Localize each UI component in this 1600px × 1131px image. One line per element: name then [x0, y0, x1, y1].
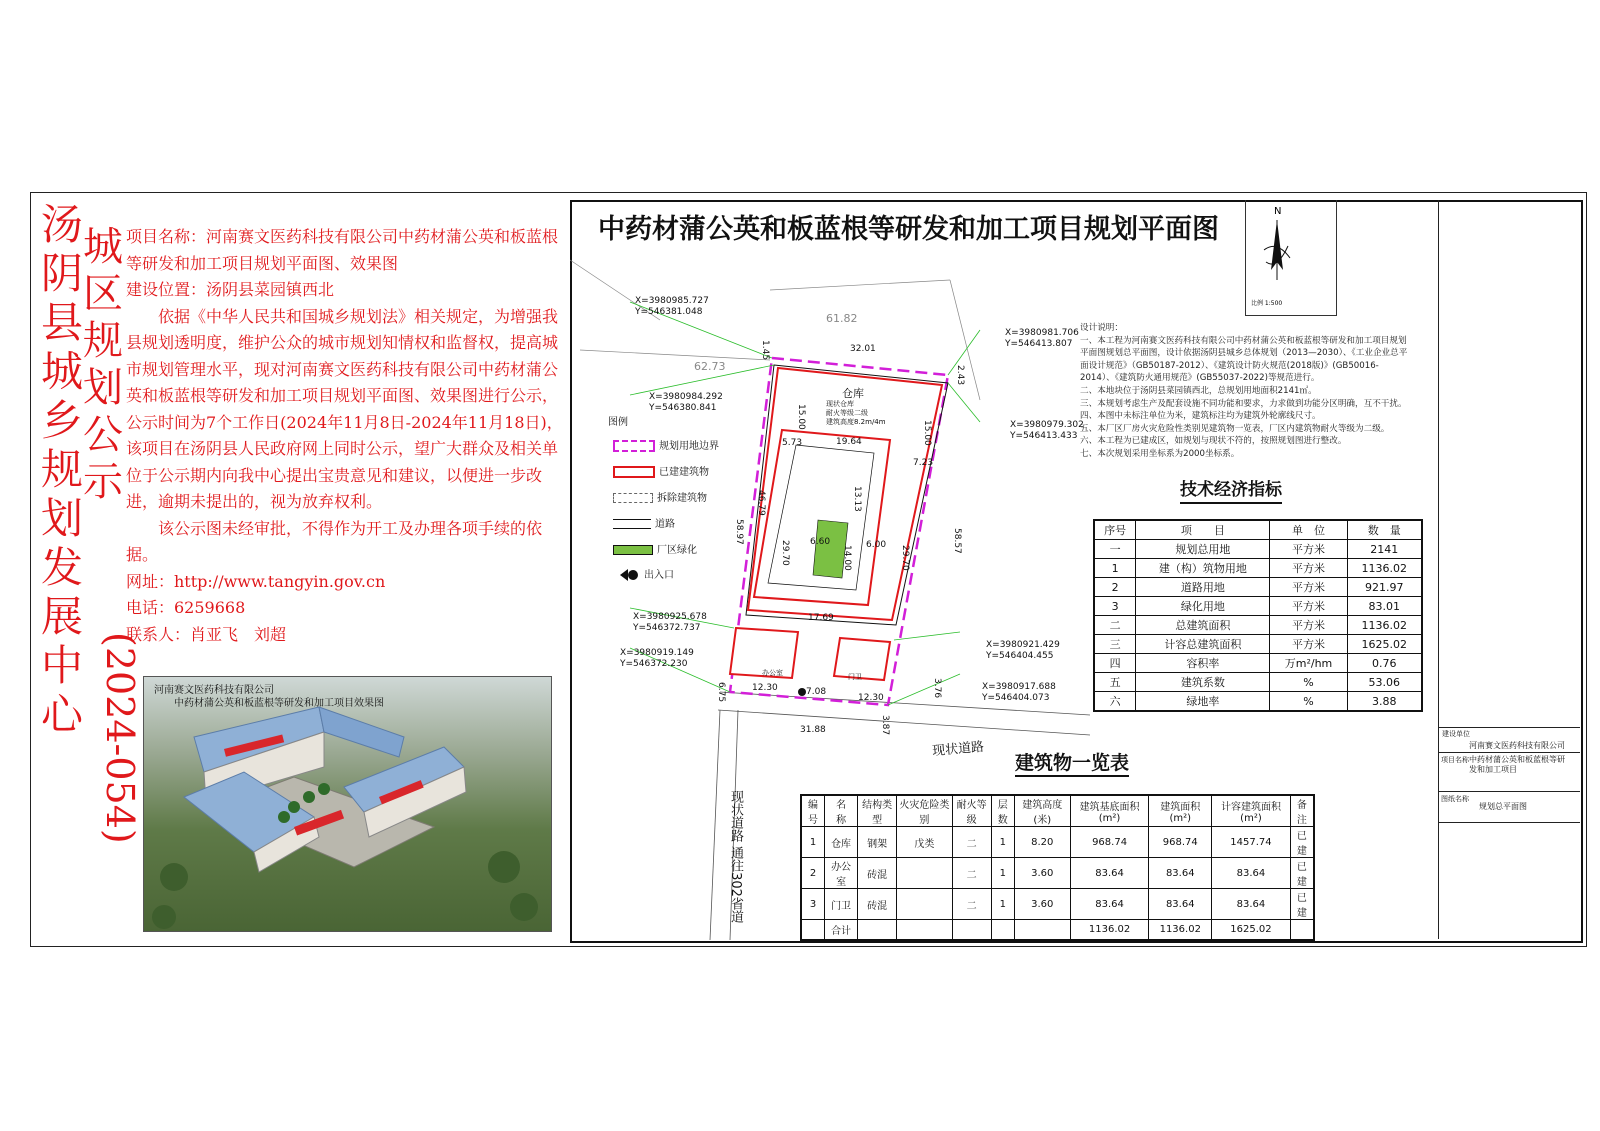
rendering-image: [143, 676, 552, 932]
table-cell: 平方米: [1270, 540, 1347, 559]
table-header-row: [1094, 520, 1422, 540]
table-cell: 1136.02: [1149, 920, 1212, 941]
table-cell: 83.64: [1212, 858, 1291, 889]
north-arrow-box: [1245, 200, 1337, 316]
website[interactable]: 网址：http://www.tangyin.gov.cn: [126, 571, 386, 591]
title-char: 发: [40, 543, 83, 592]
building-table-title: 建筑物一览表: [1015, 748, 1129, 777]
notice-paragraph: 依据《中华人民共和国城乡规划法》相关规定，为增强我县规划透明度，维护公众的城市规划知情权和监督权，提高城市规划管理水平，现对河南赛文医药科技有限公司中药材蒲公英和板蓝根等研发和加工项目规划平面图、效果图进行公示，公示时间为7个工作日(2024年11月8日-2024年11月18日)，该项目在汤阴县人民政府网上同时公示，望广大群众及相关单位于公示期内向我中心提出宝贵意见和建议，以便进一步改进，逾期未提出的，视为放弃权利。: [126, 306, 563, 511]
table-cell: 已建: [1290, 858, 1314, 889]
table-cell: 平方米: [1270, 597, 1347, 616]
building-list-table: [800, 794, 1315, 941]
table-cell: 83.64: [1149, 858, 1212, 889]
table-cell: 规划总用地: [1136, 540, 1270, 559]
coord-x: X=3980979.302: [1010, 420, 1084, 430]
dim-inner-width: 19.64: [836, 437, 862, 447]
dim-office-width: 12.30: [752, 683, 778, 693]
note-item: 一、本工程为河南赛文医药科技有限公司中药材蒲公英和板蓝根等研发和加工项目规划平面图规划总平面图，设计依据汤阴县城乡总体规划（2013—2030）、《工业企业总平面设计规范》（GB50187-2012）、《建筑设计防火规范(2018版)》(GB50016-2014）、《建筑防火通用规范》(GB55037-2022)等规范进行。: [1080, 335, 1408, 384]
table-cell: 一: [1094, 540, 1136, 559]
tech-table-title: 技术经济指标: [1180, 475, 1282, 504]
subtitle-char: 示: [83, 459, 123, 505]
title-char: 县: [40, 298, 83, 347]
table-cell: [897, 889, 952, 920]
table-cell: 容积率: [1136, 654, 1270, 673]
titleblock-unit-value: 河南赛文医药科技有限公司: [1469, 741, 1565, 750]
column-header: 单 位: [1270, 520, 1347, 540]
dim-top-left: 15.00: [796, 404, 806, 430]
dim-entrance: 7.08: [806, 687, 827, 697]
table-cell: 83.64: [1212, 889, 1291, 920]
legend-item-demolish: [613, 489, 707, 504]
demolish-swatch-icon: [613, 493, 653, 503]
dim-bottom: 31.88: [800, 725, 826, 735]
dim-gate-width: 12.30: [858, 693, 884, 703]
table-cell: 0.76: [1347, 654, 1422, 673]
table-cell: 8.20: [1014, 827, 1070, 858]
legend-item-boundary: [613, 437, 719, 452]
column-header: 序号: [1094, 520, 1136, 540]
gate-label: 门卫: [848, 673, 862, 681]
table-cell: 三: [1094, 635, 1136, 654]
coord-x: X=3980984.292: [649, 392, 723, 402]
legend-title: 图例: [608, 417, 628, 428]
dim-court: 17.69: [808, 613, 834, 623]
titleblock-unit: [1439, 727, 1580, 752]
contact: 联系人：肖亚飞 刘超: [126, 624, 287, 644]
road-label-vertical: 现状道路 通往302省道: [728, 790, 743, 923]
coord-x: X=3980981.706: [1005, 328, 1079, 338]
column-header: 数 量: [1347, 520, 1422, 540]
table-cell: [1014, 920, 1070, 941]
table-cell: 二: [1094, 616, 1136, 635]
table-cell: 1136.02: [1347, 559, 1422, 578]
table-cell: 968.74: [1149, 827, 1212, 858]
column-header: 名 称: [825, 795, 858, 827]
table-cell: [991, 920, 1014, 941]
subtitle-char: 区: [83, 271, 123, 317]
table-row: [801, 920, 1314, 941]
dim-offset-left: 6.75: [716, 682, 726, 703]
table-cell: 戊类: [897, 827, 952, 858]
table-cell: 六: [1094, 692, 1136, 712]
table-cell: 83.01: [1347, 597, 1422, 616]
notice-disclaimer: 该公示图未经审批，不得作为开工及办理各项手续的依据。: [126, 518, 543, 564]
column-header: 编号: [801, 795, 825, 827]
north-arrow-icon: [1246, 200, 1336, 315]
dim-inner-left-side: 46.79: [756, 490, 766, 516]
notice-number: (2024-054): [98, 632, 142, 844]
dim-corner-right: 7.23: [913, 458, 934, 468]
table-row: [1094, 692, 1422, 712]
coord-x: X=3980925.678: [633, 612, 707, 622]
phone: 电话：6259668: [126, 598, 246, 617]
scale-label: 比例 1:500: [1251, 300, 1283, 307]
table-cell: 门卫: [825, 889, 858, 920]
title-char: 中: [40, 641, 83, 690]
column-header: 建筑面积(m²): [1149, 795, 1212, 827]
table-header-row: [801, 795, 1314, 827]
table-row: [1094, 578, 1422, 597]
coord-y: Y=546381.048: [635, 307, 703, 317]
table-cell: [952, 920, 991, 941]
title-char: 乡: [40, 396, 83, 445]
table-cell: 1457.74: [1212, 827, 1291, 858]
title-char: 阴: [40, 249, 83, 298]
coord-label: [1005, 328, 1079, 350]
legend-label: 已建建筑物: [659, 467, 709, 478]
title-block: [1438, 200, 1580, 939]
office-label: 办公室: [762, 669, 783, 677]
column-header: 项 目: [1136, 520, 1270, 540]
table-cell: 53.06: [1347, 673, 1422, 692]
warehouse-note: 耐火等级二级: [826, 409, 868, 417]
north-label: N: [1274, 206, 1282, 217]
table-cell: 83.64: [1149, 889, 1212, 920]
table-cell: 83.64: [1070, 889, 1149, 920]
table-cell: 921.97: [1347, 578, 1422, 597]
coord-x: X=3980985.727: [635, 296, 709, 306]
table-row: [1094, 654, 1422, 673]
table-row: [801, 889, 1314, 920]
table-cell: [858, 920, 897, 941]
dim-offset-top-right: 2.43: [955, 365, 965, 386]
title-char: 汤: [40, 200, 83, 249]
dim-inner-left: 6.60: [810, 537, 831, 547]
table-cell: 平方米: [1270, 559, 1347, 578]
design-notes: [1080, 322, 1410, 461]
legend-item-existing: [613, 463, 709, 478]
table-cell: [897, 920, 952, 941]
table-cell: 968.74: [1070, 827, 1149, 858]
coord-y: Y=546404.455: [986, 651, 1054, 661]
table-row: [801, 827, 1314, 858]
coord-y: Y=546404.073: [982, 693, 1050, 703]
legend-label: 厂区绿化: [657, 545, 697, 556]
table-cell: 钢架: [858, 827, 897, 858]
table-cell: 二: [952, 858, 991, 889]
coord-y: Y=546380.841: [649, 403, 717, 413]
table-cell: 3: [801, 889, 825, 920]
coord-label: [633, 612, 707, 634]
table-cell: 1: [1094, 559, 1136, 578]
table-cell: [897, 858, 952, 889]
subtitle-char: 公: [83, 412, 123, 458]
column-header: 火灾危险类别: [897, 795, 952, 827]
titleblock-drawing: [1439, 791, 1580, 823]
table-cell: 平方米: [1270, 616, 1347, 635]
subtitle-char: 城: [83, 224, 123, 270]
column-header: 层数: [991, 795, 1014, 827]
table-row: [1094, 673, 1422, 692]
coord-label: [649, 392, 723, 414]
project-location: 建设位置：汤阴县菜园镇西北: [126, 280, 335, 299]
column-header: 计容建筑面积(m²): [1212, 795, 1291, 827]
title-char: 心: [40, 690, 83, 739]
table-cell: 道路用地: [1136, 578, 1270, 597]
coord-x: X=3980921.429: [986, 640, 1060, 650]
table-row: [1094, 540, 1422, 559]
titleblock-drawing-label: 图纸名称: [1441, 795, 1469, 803]
table-cell: 2: [801, 858, 825, 889]
table-cell: 1: [991, 889, 1014, 920]
coord-label: [982, 682, 1056, 704]
table-cell: %: [1270, 692, 1347, 712]
dim-corner-left: 5.73: [782, 438, 803, 448]
table-row: [801, 858, 1314, 889]
dim-top-right: 15.00: [922, 420, 932, 446]
coord-y: Y=546413.807: [1005, 339, 1073, 349]
dim-offset-bottom: 3.87: [880, 715, 890, 736]
dim-wing-left: 29.70: [780, 540, 790, 566]
dim-inner-right: 6.00: [866, 540, 887, 550]
table-cell: 已建: [1290, 827, 1314, 858]
title-char: 划: [40, 494, 83, 543]
table-cell: 总建筑面积: [1136, 616, 1270, 635]
table-cell: 1625.02: [1347, 635, 1422, 654]
rendering-caption-company: 河南赛文医药科技有限公司: [154, 685, 274, 696]
table-cell: [1290, 920, 1314, 941]
subtitle-char: 划: [83, 365, 123, 411]
table-cell: 五: [1094, 673, 1136, 692]
coord-y: Y=546413.433: [1010, 431, 1078, 441]
road-swatch-icon: [613, 519, 651, 529]
legend-label: 出入口: [644, 570, 674, 581]
note-item: 四、本图中未标注单位为米，建筑标注均为建筑外轮廓线尺寸。: [1080, 411, 1321, 422]
coord-label: [620, 648, 694, 670]
notice-text: [126, 224, 564, 648]
coord-x: X=3980917.688: [982, 682, 1056, 692]
table-cell: 3.60: [1014, 858, 1070, 889]
table-cell: 3: [1094, 597, 1136, 616]
coord-y: Y=546372.737: [633, 623, 701, 633]
table-row: [1094, 616, 1422, 635]
title-char: 城: [40, 347, 83, 396]
table-cell: 合计: [825, 920, 858, 941]
column-header: 建筑高度(米): [1014, 795, 1070, 827]
dim-left-top: 61.82: [826, 312, 858, 325]
titleblock-project-label: 项目名称: [1441, 756, 1469, 764]
table-cell: 计容总建筑面积: [1136, 635, 1270, 654]
table-cell: 二: [952, 827, 991, 858]
table-cell: 1: [991, 858, 1014, 889]
column-header: 备注: [1290, 795, 1314, 827]
table-cell: 1625.02: [1212, 920, 1291, 941]
table-cell: 砖混: [858, 889, 897, 920]
table-cell: 建筑系数: [1136, 673, 1270, 692]
table-cell: 仓库: [825, 827, 858, 858]
column-header: 结构类型: [858, 795, 897, 827]
dim-offset-right: 3.76: [932, 678, 942, 699]
table-cell: 万m²/hm: [1270, 654, 1347, 673]
note-item: 七、本次规划采用坐标系为2000坐标系。: [1080, 448, 1240, 459]
note-item: 二、本地块位于汤阴县菜园镇西北，总规划用地面积2141㎡。: [1080, 385, 1317, 396]
table-cell: 四: [1094, 654, 1136, 673]
table-cell: 1136.02: [1347, 616, 1422, 635]
table-cell: 83.64: [1070, 858, 1149, 889]
table-cell: 二: [952, 889, 991, 920]
tech-indicators-table: [1093, 519, 1423, 712]
titleblock-project: [1439, 752, 1580, 791]
table-cell: 已建: [1290, 889, 1314, 920]
table-cell: 1: [991, 827, 1014, 858]
dim-offset-top-left: 1.45: [760, 340, 770, 361]
coord-y: Y=546372.230: [620, 659, 688, 669]
subtitle-char: 规: [83, 318, 123, 364]
note-item: 三、本规划考虑生产及配套设施不同功能和要求，力求做到功能分区明确，互不干扰。: [1080, 398, 1407, 409]
note-item: 五、本厂区厂房火灾危险性类别见建筑物一览表，厂区内建筑物耐火等级为二级。: [1080, 423, 1390, 434]
table-cell: 绿地率: [1136, 692, 1270, 712]
rendering-illustration: [144, 677, 551, 931]
title-char: 展: [40, 592, 83, 641]
building-swatch-icon: [613, 466, 655, 478]
coord-label: [635, 296, 709, 318]
table-cell: 2: [1094, 578, 1136, 597]
table-cell: [801, 920, 825, 941]
table-cell: 平方米: [1270, 635, 1347, 654]
table-cell: 绿化用地: [1136, 597, 1270, 616]
vertical-title: [38, 200, 86, 739]
dim-left-side: 58.97: [734, 519, 744, 545]
legend-label: 拆除建筑物: [657, 493, 707, 504]
dim-green: 14.00: [842, 545, 852, 571]
coord-label: [986, 640, 1060, 662]
titleblock-unit-label: 建设单位: [1442, 730, 1470, 738]
warehouse-label: 仓库: [842, 387, 864, 400]
plan-title: 中药材蒲公英和板蓝根等研发和加工项目规划平面图: [598, 214, 1219, 245]
warehouse-note: 建筑高度8.2m/4m: [826, 418, 886, 426]
warehouse-notes: [826, 400, 886, 427]
road-label-horizontal: 现状道路: [931, 739, 985, 760]
entrance-dot-icon: [628, 570, 638, 580]
coord-x: X=3980919.149: [620, 648, 694, 658]
warehouse-note: 现状仓库: [826, 400, 854, 408]
legend-item-green: [613, 541, 697, 556]
title-char: 规: [40, 445, 83, 494]
project-name: 项目名称：河南赛文医药科技有限公司中药材蒲公英和板蓝根等研发和加工项目规划平面图、效果图: [126, 227, 559, 273]
note-item: 六、本工程为已建成区，如规划与现状不符的，按照规划图进行整改。: [1080, 436, 1347, 447]
table-cell: 砖混: [858, 858, 897, 889]
legend-label: 道路: [655, 519, 675, 530]
table-cell: 建（构）筑物用地: [1136, 559, 1270, 578]
coord-label: [1010, 420, 1084, 442]
green-swatch-icon: [613, 545, 653, 555]
table-cell: 1136.02: [1070, 920, 1149, 941]
titleblock-project-value: 中药材蒲公英和板蓝根等研发和加工项目: [1469, 755, 1565, 774]
legend-label: 规划用地边界: [659, 441, 719, 452]
table-cell: 3.88: [1347, 692, 1422, 712]
table-cell: %: [1270, 673, 1347, 692]
column-header: 建筑基底面积(m²): [1070, 795, 1149, 827]
rendering-caption-project: 中药材蒲公英和板蓝根等研发和加工项目效果图: [174, 698, 384, 709]
dim-right-side: 58.57: [952, 528, 962, 554]
boundary-swatch-icon: [613, 440, 655, 452]
notes-title: 设计说明：: [1080, 323, 1123, 333]
table-cell: 3.60: [1014, 889, 1070, 920]
table-cell: 1: [801, 827, 825, 858]
titleblock-drawing-value: 规划总平面图: [1479, 802, 1527, 811]
dim-court-height: 13.13: [852, 486, 862, 512]
table-row: [1094, 635, 1422, 654]
legend-item-road: [613, 515, 675, 530]
dim-left-mid: 62.73: [694, 360, 726, 373]
table-cell: 办公室: [825, 858, 858, 889]
column-header: 耐火等级: [952, 795, 991, 827]
table-row: [1094, 597, 1422, 616]
table-cell: 平方米: [1270, 578, 1347, 597]
table-cell: 2141: [1347, 540, 1422, 559]
dim-wing-right: 29.70: [900, 545, 910, 571]
table-row: [1094, 559, 1422, 578]
vertical-subtitle: [80, 224, 126, 506]
legend-item-entrance: [620, 566, 674, 581]
dim-top: 32.01: [850, 344, 876, 354]
entrance-arrow-icon: [620, 569, 628, 581]
